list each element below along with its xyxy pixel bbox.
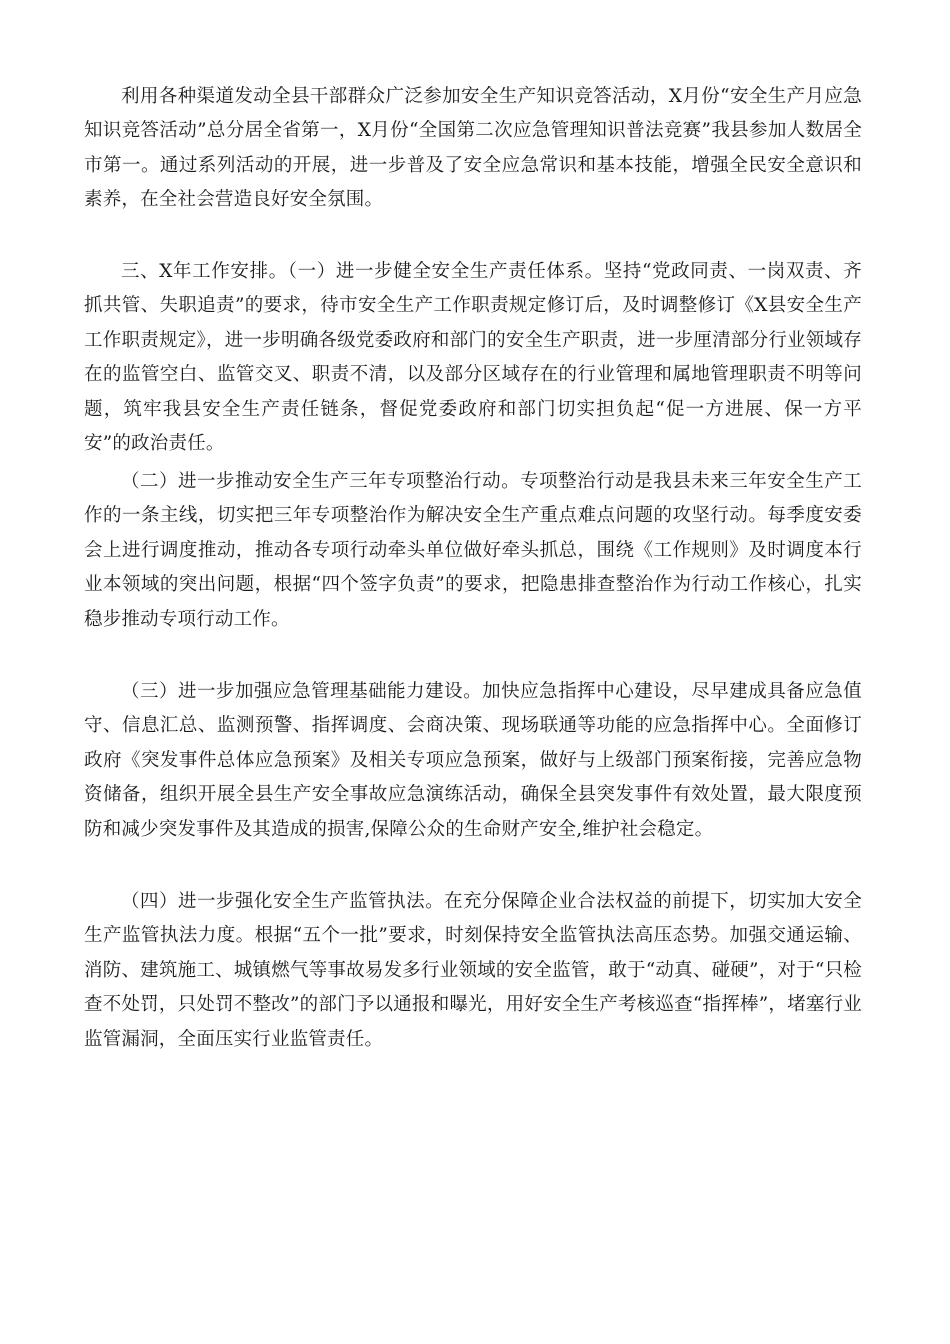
paragraph-emergency-capacity: （三）进一步加强应急管理基础能力建设。加快应急指挥中心建设，尽早建成具备应急值守、信息汇总、监测预警、指挥调度、会商决策、现场联通等功能的应急指挥中心。全面修订政府《突发事件总体应急预案》及相关专项应急预案，做好与上级部门预案衔接，完善应急物资储备，组织开展全县生产安全事故应急演练活动，确保全县突发事件有效处置，最大限度预防和减少突发事件及其造成的损害,保障公众的生命财产安全,维护社会稳定。 bbox=[84, 681, 862, 840]
paragraph-supervision-enforcement: （四）进一步强化安全生产监管执法。在充分保障企业合法权益的前提下，切实加大安全生产监管执法力度。根据“五个一批”要求，时刻保持安全监管执法高压态势。加强交通运输、消防、建筑施工、城镇燃气等事故易发多行业领域的安全监管，敢于“动真、碰硬”，对于“只检查不处罚，只处罚不整改”的部门予以通报和曝光，用好安全生产考核巡查“指挥棒”，堵塞行业监管漏洞，全面压实行业监管责任。 bbox=[84, 891, 862, 1050]
paragraph-special-rectification: （二）进一步推动安全生产三年专项整治行动。专项整治行动是我县未来三年安全生产工作的一条主线，切实把三年专项整治作为解决安全生产重点难点问题的攻坚行动。每季度安委会上进行调度推动，推动各专项行动牵头单位做好牵头抓总，围绕《工作规则》及时调度本行业本领域的突出问题，根据“四个签字负责”的要求，把隐患排查整治作为行动工作核心，扎实稳步推动专项行动工作。 bbox=[84, 471, 862, 630]
paragraph-publicity-activities: 利用各种渠道发动全县干部群众广泛参加安全生产知识竞答活动，X月份“安全生产月应急知识竞答活动”总分居全省第一，X月份“全国第二次应急管理知识普法竞赛”我县参加人数居全市第一。通过系列活动的开展，进一步普及了安全应急常识和基本技能，增强全民安全意识和素养，在全社会营造良好安全氛围。 bbox=[84, 86, 862, 211]
paragraph-work-plan-responsibility: 三、X年工作安排。（一）进一步健全安全生产责任体系。坚持“党政同责、一岗双责、齐抓共管、失职追责”的要求，待市安全生产工作职责规定修订后，及时调整修订《X县安全生产工作职责规定》，进一步明确各级党委政府和部门的安全生产职责，进一步厘清部分行业领域存在的监管空白、监管交叉、职责不清，以及部分区域存在的行业管理和属地管理职责不明等问题，筑牢我县安全生产责任链条，督促党委政府和部门切实担负起“促一方进展、保一方平安”的政治责任。 bbox=[84, 261, 862, 455]
